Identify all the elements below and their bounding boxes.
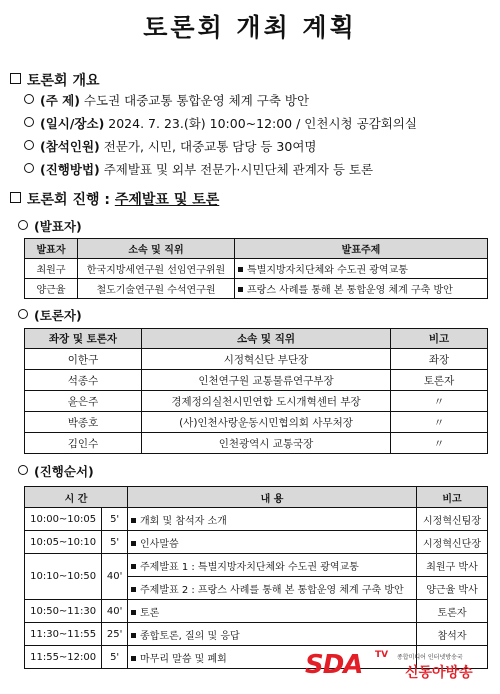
overview-heading: 토론회 개요	[10, 70, 100, 90]
time-cell: 10:10~10:50	[25, 554, 102, 600]
square-bullet-icon	[238, 267, 243, 272]
square-bullet-icon	[10, 73, 21, 84]
note-cell: 시정혁신팀장	[417, 508, 488, 531]
content-cell: 토론	[128, 600, 417, 623]
table-row	[25, 349, 488, 370]
note-cell: 토론자	[417, 600, 488, 623]
column-header: 시 간	[25, 487, 128, 508]
schedule-heading: (진행순서)	[18, 462, 94, 480]
table-row	[25, 259, 488, 279]
square-bullet-icon	[131, 564, 136, 569]
progress-heading: 토론회 진행 : 주제발표 및 토론	[10, 189, 219, 209]
schedule-table	[24, 486, 488, 669]
page-title: 토론회 개최 계획	[143, 13, 357, 42]
duration-cell: 5'	[102, 531, 128, 554]
column-header: 발표주제	[235, 239, 488, 259]
table-cell: 철도기술연구원 수석연구원	[78, 279, 235, 299]
logo-name: 신동아방송	[405, 665, 473, 681]
table-header-row	[25, 487, 488, 508]
table-row	[25, 391, 488, 412]
note-cell: 참석자	[417, 623, 488, 646]
square-bullet-icon	[10, 192, 21, 203]
column-header: 좌장 및 토론자	[25, 329, 142, 349]
table-cell: 토론자	[391, 370, 488, 391]
table-row	[25, 433, 488, 454]
table-cell: 양근율	[25, 279, 78, 299]
panel-table	[24, 328, 488, 454]
overview-item: (진행방법) 주제발표 및 외부 전문가·시민단체 관계자 등 토론	[24, 160, 373, 178]
watermark-logo	[305, 650, 495, 690]
duration-cell: 40'	[102, 600, 128, 623]
table-row	[25, 279, 488, 299]
table-cell: 특별지방자치단체와 수도권 광역교통	[235, 259, 488, 279]
circle-bullet-icon	[24, 94, 34, 104]
table-cell: 좌장	[391, 349, 488, 370]
duration-cell: 5'	[102, 646, 128, 669]
time-cell: 10:50~11:30	[25, 600, 102, 623]
panel-heading: (토론자)	[18, 306, 82, 324]
circle-bullet-icon	[18, 465, 28, 475]
square-bullet-icon	[131, 541, 136, 546]
column-header: 비고	[417, 487, 488, 508]
note-cell: 양근율 박사	[417, 577, 488, 600]
circle-bullet-icon	[24, 140, 34, 150]
table-cell: 이한구	[25, 349, 142, 370]
table-cell: (사)인천사랑운동시민협의회 사무처장	[142, 412, 391, 433]
column-header: 내 용	[128, 487, 417, 508]
duration-cell: 25'	[102, 623, 128, 646]
overview-item: (참석인원) 전문가, 시민, 대중교통 담당 등 30여명	[24, 137, 317, 155]
table-cell: 〃	[391, 391, 488, 412]
table-cell: 인천광역시 교통국장	[142, 433, 391, 454]
table-cell: 최원구	[25, 259, 78, 279]
table-header-row	[25, 329, 488, 349]
logo-tv: TV	[375, 650, 389, 660]
table-row	[25, 508, 488, 531]
table-cell: 경제정의실천시민연합 도시개혁센터 부장	[142, 391, 391, 412]
column-header: 비고	[391, 329, 488, 349]
duration-cell: 40'	[102, 554, 128, 600]
column-header: 발표자	[25, 239, 78, 259]
presenters-table	[24, 238, 488, 299]
table-cell: 김인수	[25, 433, 142, 454]
content-cell: 개회 및 참석자 소개	[128, 508, 417, 531]
table-cell: 프랑스 사례를 통해 본 통합운영 체계 구축 방안	[235, 279, 488, 299]
time-cell: 11:30~11:55	[25, 623, 102, 646]
table-row	[25, 623, 488, 646]
note-cell: 최원구 박사	[417, 554, 488, 577]
table-row	[25, 412, 488, 433]
table-cell: 한국지방세연구원 선임연구위원	[78, 259, 235, 279]
overview-item: (주 제) 수도권 대중교통 통합운영 체계 구축 방안	[24, 91, 309, 109]
square-bullet-icon	[238, 287, 243, 292]
table-row	[25, 600, 488, 623]
table-header-row	[25, 239, 488, 259]
table-cell: 인천연구원 교통물류연구부장	[142, 370, 391, 391]
circle-bullet-icon	[24, 163, 34, 173]
square-bullet-icon	[131, 610, 136, 615]
column-header: 소속 및 직위	[78, 239, 235, 259]
table-cell: 박종호	[25, 412, 142, 433]
content-cell: 마무리 말씀 및 폐회	[128, 646, 417, 669]
time-cell: 10:05~10:10	[25, 531, 102, 554]
overview-item: (일시/장소) 2024. 7. 23.(화) 10:00~12:00 / 인천시청 공감회의실	[24, 114, 417, 132]
table-cell: 윤은주	[25, 391, 142, 412]
square-bullet-icon	[131, 587, 136, 592]
column-header: 소속 및 직위	[142, 329, 391, 349]
circle-bullet-icon	[24, 117, 34, 127]
time-cell: 11:55~12:00	[25, 646, 102, 669]
table-cell: 〃	[391, 412, 488, 433]
table-cell: 〃	[391, 433, 488, 454]
circle-bullet-icon	[18, 309, 28, 319]
square-bullet-icon	[131, 518, 136, 523]
logo-brand: SDA	[305, 650, 363, 680]
duration-cell: 5'	[102, 508, 128, 531]
time-cell: 10:00~10:05	[25, 508, 102, 531]
square-bullet-icon	[131, 656, 136, 661]
content-cell: 주제발표 1 : 특별지방자치단체와 수도권 광역교통	[128, 554, 417, 577]
presenters-heading: (발표자)	[18, 217, 82, 235]
note-cell: 시정혁신단장	[417, 531, 488, 554]
content-cell: 인사말씀	[128, 531, 417, 554]
content-cell: 주제발표 2 : 프랑스 사례를 통해 본 통합운영 체계 구축 방안	[128, 577, 417, 600]
table-cell: 석종수	[25, 370, 142, 391]
logo-tagline: 종합미디어 인터넷방송국	[397, 654, 463, 661]
square-bullet-icon	[131, 633, 136, 638]
circle-bullet-icon	[18, 220, 28, 230]
content-cell: 종합토론, 질의 및 응답	[128, 623, 417, 646]
table-row	[25, 370, 488, 391]
table-row	[25, 554, 488, 577]
table-cell: 시정혁신단 부단장	[142, 349, 391, 370]
table-row	[25, 531, 488, 554]
